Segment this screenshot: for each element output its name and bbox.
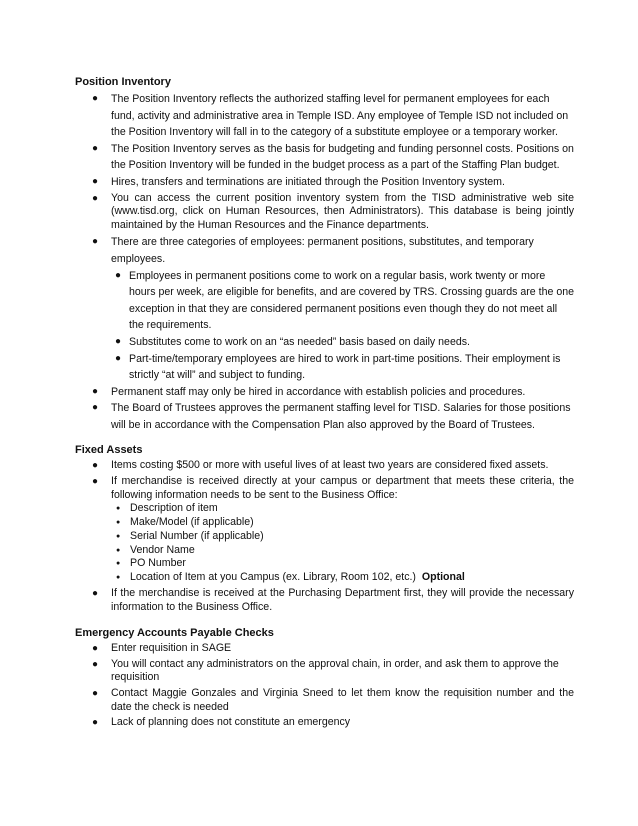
optional-label: Optional [421,571,465,584]
list-item: ● Items costing $500 or more with useful lives of at least two years are considered fixed assets. [92,459,549,472]
bullet-icon: ● [92,93,99,104]
bullet-icon: ● [92,658,99,670]
bullet-icon: ● [115,269,122,281]
list-item: ● If the merchandise is received at the Purchasing Department first, they will provide the necessary information to the Business Office. [92,587,574,613]
emergency-checks-list [75,642,574,730]
list-item: ● Serial Number (if applicable) [116,529,264,542]
bullet-icon: ● [92,142,99,154]
list-item: ● Permanent staff may only be hired in accordance with establish policies and procedures. [111,384,574,401]
small-bullet-icon: ● [116,560,121,568]
bullet-icon: ● [92,385,99,397]
list-item: ● The Position Inventory reflects the authorized staffing level for permanent employees for each fund, activity and administrative area in Temple ISD. Any employee of Temple ISD not included on the Position Inventory will fall in to the category of a substitute employee or a temporary worker. [92,93,569,139]
small-bullet-icon: ● [116,546,121,554]
list-item: ● The Board of Trustees approves the permanent staffing level for TISD. Salaries for those positions will be in accordance with the Compensation Plan also approved by the Board of Trustees. [92,402,571,431]
list-item: ● Contact Maggie Gonzales and Virginia Sneed to let them know the requisition number and the date the check is needed [92,687,574,713]
fixed-assets-list [75,459,574,614]
required-info-list [111,502,574,585]
list-item: ● There are three categories of employees: permanent positions, substitutes, and temporary employees. ● Employees in permanent positions come to work on a regular basis, work twenty or more hours per week, are eligible for benefits, and are covered by TRS. Crossing guards are the one exception in that they are considered permanent positions even though they do not meet all the requirements. ● Substitutes come to work on an “as needed” basis based on daily needs. ● Part-time/temporary employees are hired to work in part-time positions. Their employment is strictly “at will” and subject to funding. [111,234,574,383]
small-bullet-icon: ● [116,505,121,513]
list-item: ● Hires, transfers and terminations are initiated through the Position Inventory system. [111,174,574,191]
list-item: ● PO Number [116,557,186,570]
bullet-icon: ● [92,476,99,488]
small-bullet-icon: ● [116,532,121,540]
bullet-icon: ● [92,588,99,600]
section-title-position-inventory: Position Inventory [75,76,171,88]
list-item: ● Location of Item at you Campus (ex. Library, Room 102, etc.) Optional [116,571,465,584]
list-item: ● You can access the current position inventory system from the TISD administrative web site (www.tisd.org, click on Human Resources, then Administrators). This database is being jointly maintained by the Human Resources and the Finance departments. [92,191,574,231]
spacer [75,616,574,626]
bullet-icon: ● [92,236,99,248]
small-bullet-icon: ● [116,574,121,582]
bullet-icon: ● [92,402,99,414]
list-item: ● Employees in permanent positions come to work on a regular basis, work twenty or more hours per week, are eligible for benefits, and are covered by TRS. Crossing guards are the one exception in that they are considered permanent positions even though they do not meet all the requirements. [115,269,574,332]
bullet-icon: ● [92,175,99,187]
list-item: ● Description of item [116,502,218,515]
section-title-emergency-checks: Emergency Accounts Payable Checks [75,627,274,640]
employee-categories-list [111,268,574,384]
bullet-icon: ● [92,688,99,699]
bullet-icon: ● [92,192,99,204]
bullet-icon: ● [92,460,99,472]
spacer [75,433,574,443]
list-item: ● Substitutes come to work on an “as needed” basis based on daily needs. [129,334,574,351]
list-item: ● Vendor Name [116,543,195,556]
bullet-icon: ● [115,335,122,347]
list-item: ● Part-time/temporary employees are hired to work in part-time positions. Their employment is strictly “at will” and subject to funding. [115,352,561,382]
list-item: ● Lack of planning does not constitute an emergency [92,716,351,729]
list-item: ● If merchandise is received directly at your campus or department that meets these criteria, the following information needs to be sent to the Business Office: ● Description of item ● Make/Model (if applicable) ● Serial Number (if applicable) ● Vendor Name ● PO Number ● Location of Item at you Campus (ex. Library, Room 102, etc.) Optional [92,475,574,584]
bullet-icon: ● [92,643,99,655]
list-item: ● The Position Inventory serves as the basis for budgeting and funding personnel costs. Positions on the Position Inventory will be funded in the budget process as a part of the Staffing Plan budget. [92,142,574,172]
bullet-icon: ● [115,352,122,364]
section-title-fixed-assets: Fixed Assets [75,444,143,457]
position-inventory-list [75,91,574,433]
list-item: ● You will contact any administrators on the approval chain, in order, and ask them to approve the requisition [92,657,559,684]
bullet-icon: ● [92,717,99,729]
small-bullet-icon: ● [116,519,121,527]
list-item: ● Enter requisition in SAGE [92,642,232,655]
list-item: ● Make/Model (if applicable) [116,516,254,529]
